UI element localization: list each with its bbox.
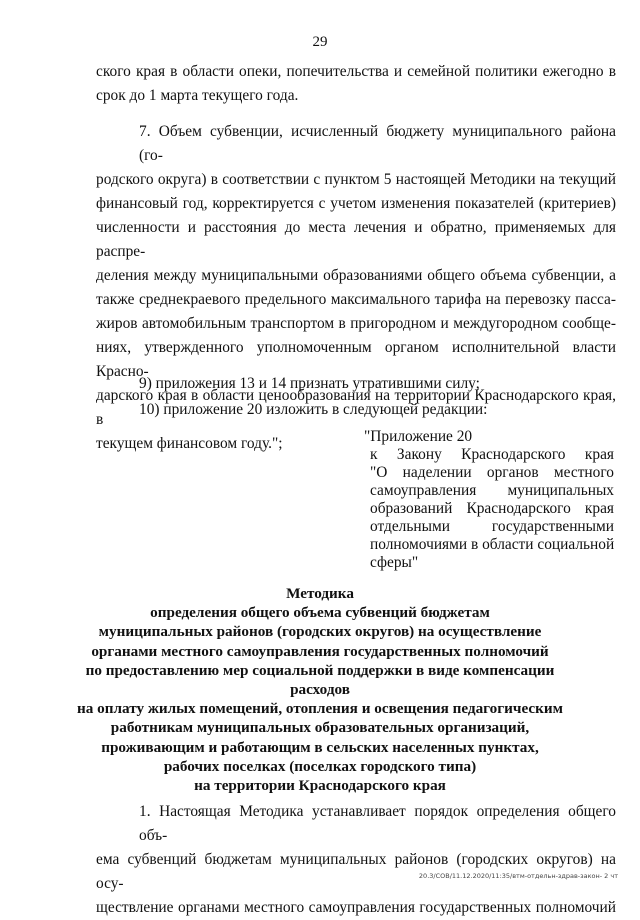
text-line: численности и расстояния до места лечения и обратно, применяемых для распре- (96, 219, 616, 260)
text-line: жиров автомобильным транспортом в пригородном и междугородном сообще- (96, 315, 616, 332)
paragraph-continuation (96, 60, 616, 84)
footer-stamp: 20.3/СОВ/11.12.2020/11:35/втм-отдельн-здрав-закон- 2 чт (418, 872, 618, 880)
paragraph-continuation-end (96, 84, 616, 108)
text-line: ского края в области опеки, попечительства и семейной политики ежегодно в (96, 63, 616, 80)
text-line: родского округа) в соответствии с пунктом 5 настоящей Методики на текущий (96, 171, 616, 188)
text-line: ема субвенций бюджетам муниципальных районов (городских округов) на осу- (96, 851, 616, 892)
text-line: также среднекраевого предельного максимального тарифа на перевозку пасса- (96, 291, 616, 308)
appendix-line: сферы" (370, 554, 419, 571)
appendix-line: "О наделении органов местного (370, 464, 614, 481)
text-line: 1. Настоящая Методика устанавливает порядок определения общего объ- (139, 803, 616, 844)
appendix-line: отдельными государственными (370, 518, 614, 535)
appendix-line: полномочиями в области социальной (370, 536, 615, 553)
appendix-header-block (364, 428, 615, 572)
text-line: срок до 1 марта текущего года. (96, 87, 299, 104)
appendix-line: самоуправления муниципальных (370, 482, 614, 499)
text-line: ществление органами местного самоуправления государственных полномочий (96, 899, 616, 916)
methodology-paragraph-1 (96, 800, 616, 920)
text-line: дарского края в области ценообразования на территории Краснодарского края, в (96, 387, 616, 428)
paragraph-10: 10) приложение 20 изложить в следующей редакции: (139, 401, 488, 418)
text-line: деления между муниципальными образованиями общего объема субвенции, а (96, 267, 616, 284)
text-line: ниях, утвержденного уполномоченным органом исполнительной власти Красно- (96, 339, 616, 380)
text-line: текущем финансовом году."; (96, 435, 283, 452)
appendix-line: "Приложение 20 (364, 428, 473, 445)
paragraph-9: 9) приложения 13 и 14 признать утратившими силу; (139, 375, 480, 392)
appendix-line: образований Краснодарского края (370, 500, 614, 517)
methodology-title: Методика определения общего объема субвенций бюджетам муниципальных районов (городских округов) на осуществление органами местного самоуправления государственных полномочий по предоставлению мер социальной поддержки в виде компенсации расходов на оплату жилых помещений, отопления и освещения педагогическим работникам муниципальных образовательных организаций, проживающим и работающим в сельских населенных пунктах, рабочих поселках (поселках городского типа) на территории Краснодарского края (76, 585, 564, 795)
appendix-line: к Закону Краснодарского края (370, 446, 614, 463)
text-line: 7. Объем субвенции, исчисленный бюджету муниципального района (го- (139, 123, 616, 164)
text-line: финансовый год, корректируется с учетом изменения показателей (критериев) (96, 195, 616, 212)
page-number: 29 (312, 34, 328, 50)
